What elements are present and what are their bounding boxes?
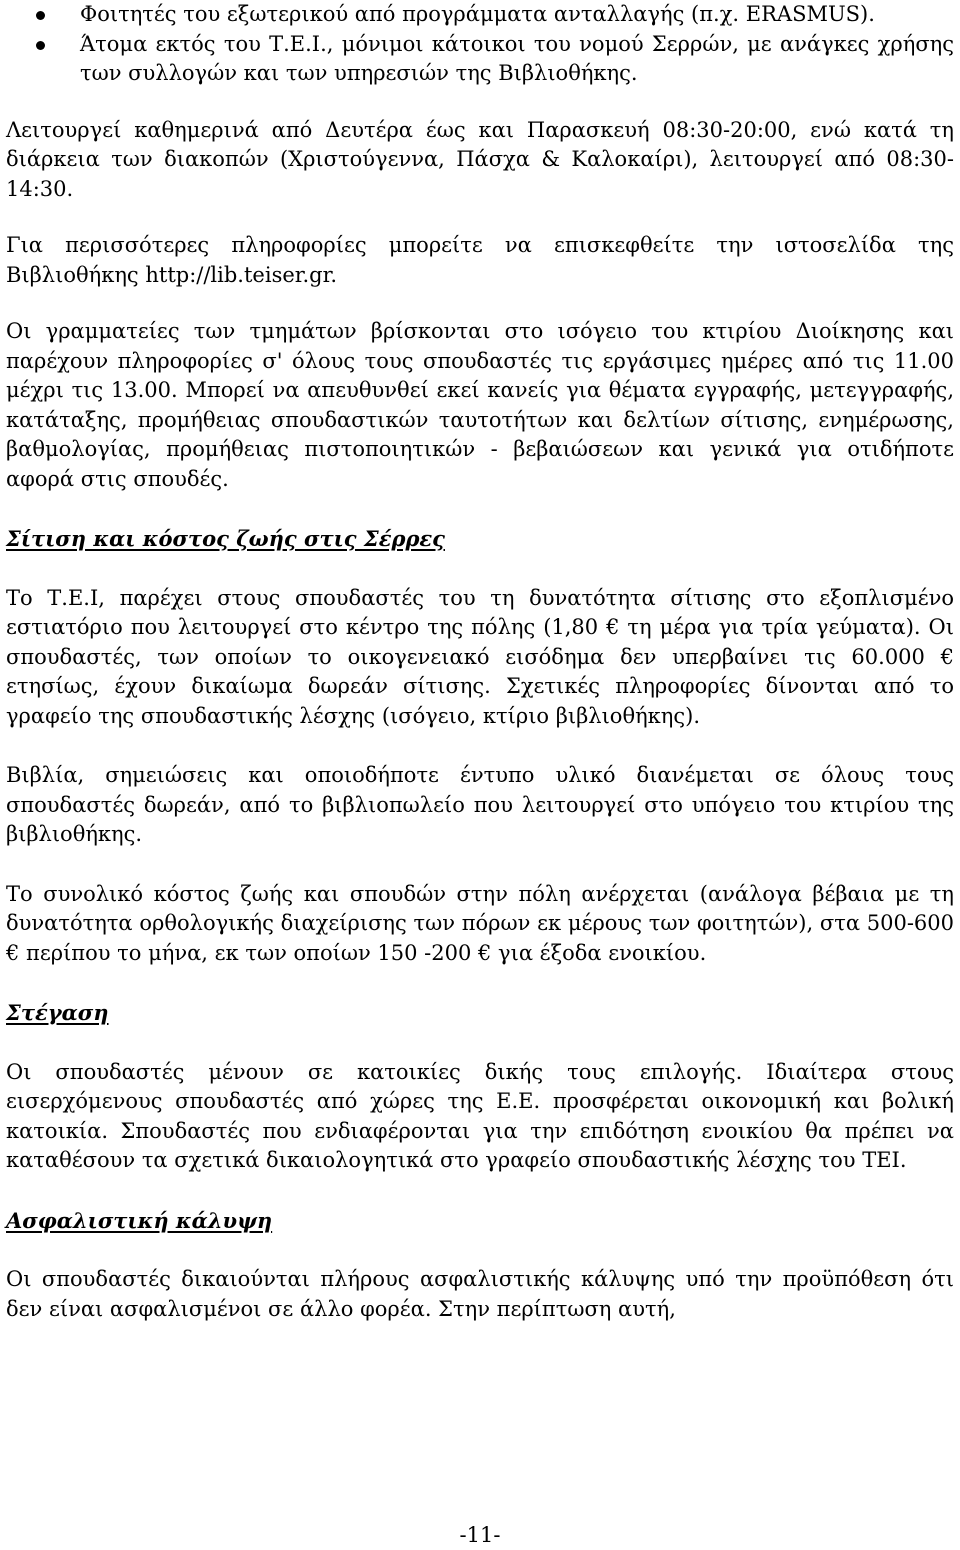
books-paragraph: Βιβλία, σημειώσεις και οποιοδήποτε έντυπο υλικό διανέμεται σε όλους τους σπουδαστές δωρεάν, από το βιβλιοπωλείο που λειτουργεί στο υπόγειο του κτιρίου της βιβλιοθήκης. — [6, 763, 954, 846]
library-website-paragraph: Για περισσότερες πληροφορίες μπορείτε να επισκεφθείτε την ιστοσελίδα της Βιβλιοθήκης http://lib.teiser.gr. — [6, 233, 954, 287]
insurance-section-heading: Ασφαλιστική κάλυψη — [6, 1207, 273, 1233]
page-number: -11- — [459, 1523, 501, 1547]
eligibility-list — [6, 0, 954, 89]
list-item — [6, 30, 954, 89]
bullet-icon — [36, 41, 45, 50]
housing-paragraph: Οι σπουδαστές μένουν σε κατοικίες δικής τους επιλογής. Ιδιαίτερα στους εισερχόμενους σπουδαστές από χώρες της Ε.Ε. προσφέρεται οικονομική και βολική κατοικία. Σπουδαστές που ενδιαφέρονται για την επιδότηση ενοικίου θα πρέπει να καταθέσουν τα σχετικά δικαιολογητικά στο γραφείο σπουδαστικής λέσχης του ΤΕΙ. — [6, 1059, 954, 1172]
library-hours-paragraph: Λειτουργεί καθημερινά από Δευτέρα έως και Παρασκευή 08:30-20:00, ενώ κατά τη διάρκεια των διακοπών (Χριστούγεννα, Πάσχα & Καλοκαίρι), λειτουργεί από 08:30-14:30. — [6, 117, 954, 201]
list-item — [6, 0, 954, 30]
food-paragraph: Το Τ.Ε.Ι, παρέχει στους σπουδαστές του τη δυνατότητα σίτισης στο εξοπλισμένο εστιατόριο που λειτουργεί στο κέντρο της πόλης (1,80 € τη μέρα για τρία γεύματα). Οι σπουδαστές, των οποίων το οικογενειακό εισόδημα δεν υπερβαίνει τις 60.000 € ετησίως, έχουν δικαίωμα δωρεάν σίτισης. Σχετικές πληροφορίες δίνονται από το γραφείο της σπουδαστικής λέσχης (ισόγειο, κτίριο βιβλιοθήκης). — [6, 585, 954, 728]
page-content — [6, 0, 954, 1324]
living-cost-paragraph: Το συνολικό κόστος ζωής και σπουδών στην πόλη ανέρχεται (ανάλογα βέβαια με τη δυνατότητα ορθολογικής διαχείρισης των πόρων εκ μέρους των φοιτητών), στα 500-600 € περίπου το μήνα, εκ των οποίων 150 -200 € για έξοδα ενοικίου. — [6, 881, 954, 965]
insurance-paragraph: Οι σπουδαστές δικαιούνται πλήρους ασφαλιστικής κάλυψης υπό την προϋπόθεση ότι δεν είναι ασφαλισμένοι σε άλλο φορέα. Στην περίπτωση αυτή, — [6, 1267, 954, 1321]
list-item-text: Άτομα εκτός του Τ.Ε.Ι., μόνιμοι κάτοικοι του νομού Σερρών, με ανάγκες χρήσης των συλλογών και των υπηρεσιών της Βιβλιοθήκης. — [80, 31, 954, 85]
bullet-icon — [36, 11, 45, 20]
list-item-text: Φοιτητές του εξωτερικού από προγράμματα ανταλλαγής (π.χ. ERASMUS). — [80, 2, 875, 26]
secretariats-paragraph: Οι γραμματείες των τμημάτων βρίσκονται στο ισόγειο του κτιρίου Διοίκησης και παρέχουν πληροφορίες σ' όλους τους σπουδαστές τις εργάσιμες ημέρες από τις 11.00 μέχρι τις 13.00. Μπορεί να απευθυνθεί εκεί κανείς για θέματα εγγραφής, μετεγγραφής, κατάταξης, προμήθειας σπουδαστικών ταυτοτήτων και δελτίων σίτισης, ενημέρωσης, βαθμολογίας, προμήθειας πιστοποιητικών - βεβαιώσεων και γενικά για οτιδήποτε αφορά στις σπουδές. — [6, 319, 954, 491]
housing-section-heading: Στέγαση — [6, 1000, 109, 1025]
food-section-heading: Σίτιση και κόστος ζωής στις Σέρρες — [6, 526, 445, 551]
